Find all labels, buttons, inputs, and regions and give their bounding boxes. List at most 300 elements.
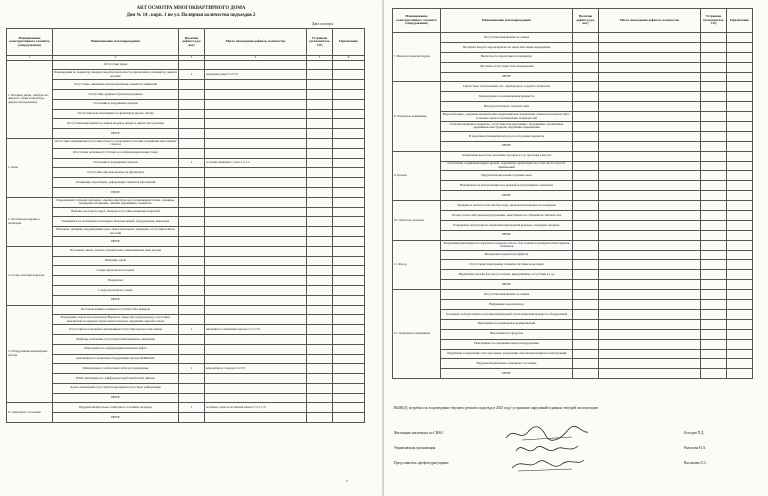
defect-name: Отсутствие заплаванных/отсутствие второго остекления/отслоение трещинами или сплавом стеклом	[53, 138, 179, 148]
defect-fixed	[307, 383, 333, 393]
defect-location	[599, 220, 701, 230]
defect-name: Неисправность оборудования/элементов лифта	[53, 344, 179, 354]
defect-location	[599, 72, 701, 82]
act-conclusion: ВЫВОД: потребность в проведении текущего ремонта подъезда в 2025 году/ устранение нарушений в рамках текущей эксплуатации	[394, 406, 598, 410]
element-group-label: 8. Чердачное помещение	[393, 82, 441, 151]
defect-name: Неудовлетворительное санитарное состояние	[441, 359, 573, 369]
defect-exists	[179, 295, 205, 305]
defect-name: ИНОЕ	[53, 187, 179, 197]
defect-exists	[179, 129, 205, 139]
defect-location	[599, 280, 701, 290]
defect-fixed	[701, 122, 727, 132]
col-location-header: Место нахождения дефекта, количество	[205, 29, 307, 56]
defect-row	[393, 151, 753, 161]
defect-location	[599, 82, 701, 92]
defect-note	[727, 230, 753, 240]
defect-name: Разнящаяся на лестничных площадках бытовых вещей, оборудования, инвентаря	[53, 217, 179, 227]
defect-row	[7, 413, 365, 423]
defect-row	[7, 364, 365, 374]
defect-exists	[573, 42, 599, 52]
defect-exists	[573, 92, 599, 102]
defect-location	[599, 62, 701, 72]
defect-location	[599, 369, 701, 379]
defect-row	[393, 62, 753, 72]
defect-note	[333, 99, 365, 109]
defect-row	[393, 230, 753, 240]
defect-note	[727, 329, 753, 339]
defect-note	[727, 369, 753, 379]
defect-note	[727, 191, 753, 201]
defect-row	[393, 171, 753, 181]
element-group-label: 10. Отмостка, крыльца	[393, 201, 441, 241]
defect-location	[205, 393, 307, 403]
defect-note	[333, 305, 365, 315]
defect-fixed	[701, 290, 727, 300]
defect-note	[333, 187, 365, 197]
defect-location	[205, 129, 307, 139]
element-group-label: 9. Кровля	[393, 151, 441, 200]
defect-row	[7, 266, 365, 276]
defect-exists	[179, 148, 205, 158]
defect-note	[727, 290, 753, 300]
defect-location	[599, 102, 701, 112]
element-group-label: 12. Подвальное помещение	[393, 290, 441, 379]
defect-location	[599, 260, 701, 270]
defect-exists	[573, 250, 599, 260]
defect-location	[599, 181, 701, 191]
defect-location	[205, 80, 307, 90]
defect-name: Отсутствие, заменение ключи коробками элементов запирания	[53, 80, 179, 90]
defect-note	[727, 131, 753, 141]
defect-name: Осадка стен и плит крыльца/разрушение, неисправность ступеней/лестничных пар	[441, 211, 573, 221]
defect-fixed	[701, 211, 727, 221]
defect-note	[333, 403, 365, 413]
defect-note	[333, 325, 365, 335]
defect-exists	[573, 329, 599, 339]
defect-fixed	[701, 33, 727, 43]
defect-exists	[179, 227, 205, 237]
defect-location	[205, 207, 307, 217]
defect-row	[393, 220, 753, 230]
col-fixed-header: Устранено (исполнитель УО)	[307, 29, 333, 56]
defect-location	[205, 266, 307, 276]
defect-exists	[573, 181, 599, 191]
defect-name: Повреждения по периметру дверных коробок/неплотность прилегания по периметру двери к коробке	[54, 70, 177, 78]
defect-note	[727, 161, 753, 171]
defect-exists	[179, 89, 205, 99]
defect-row	[393, 191, 753, 201]
defect-location	[205, 334, 307, 344]
defect-fixed	[307, 236, 333, 246]
defect-note	[727, 72, 753, 82]
defect-fixed	[307, 227, 333, 237]
defect-row	[7, 178, 365, 188]
defect-name: В чердачном помещении мусор и посторонние предметы	[441, 131, 573, 141]
defect-location	[599, 300, 701, 310]
col-number: 6	[333, 56, 365, 61]
defect-note	[333, 148, 365, 158]
defect-name: Следы протечек на потолках	[53, 266, 179, 276]
defect-fixed	[701, 280, 727, 290]
defect-exists	[179, 138, 205, 148]
defect-fixed	[307, 393, 333, 403]
defect-row	[393, 329, 753, 339]
defect-exists	[179, 383, 205, 393]
defect-note	[727, 280, 753, 290]
defect-name: Следы протечек на стенах	[53, 285, 179, 295]
signer-name: Васильева О.С.	[684, 461, 708, 465]
defect-exists	[573, 270, 599, 280]
defect-fixed	[307, 276, 333, 286]
defect-row	[393, 112, 753, 122]
defect-location	[205, 148, 307, 158]
defect-fixed	[701, 230, 727, 240]
defect-name: Неисправность освещения/электрооборудования	[441, 339, 573, 349]
inspection-table-2	[392, 8, 753, 379]
defect-fixed	[307, 129, 333, 139]
defect-note	[333, 138, 365, 148]
defect-location	[599, 290, 701, 300]
defect-row	[7, 148, 365, 158]
defect-name: Выбоин, нестороты заруб, базанок/отсутствие покрытия покрытий	[53, 207, 179, 217]
defect-location	[205, 227, 307, 237]
defect-location	[205, 89, 307, 99]
defect-location	[599, 309, 701, 319]
defect-location	[205, 178, 307, 188]
defect-fixed	[307, 325, 333, 335]
defect-exists	[179, 207, 205, 217]
defect-location: неисправность светильника подъезда: в 2 эт 3 Эт	[205, 325, 307, 335]
defect-row	[7, 119, 365, 129]
defect-exists: 1	[179, 403, 205, 413]
defect-name: Теплоизоляционное покрытие, отсутствие или нарушения / подгнившие стропильные деревянные конструкции, нарушение примыкания	[441, 122, 573, 132]
col-number: 5	[307, 56, 333, 61]
defect-note	[333, 383, 365, 393]
defect-exists	[179, 60, 205, 70]
defect-location	[599, 131, 701, 141]
defect-note	[727, 82, 753, 92]
defect-row	[393, 33, 753, 43]
defect-name: ИНОЕ	[441, 230, 573, 240]
defect-name: Доска объявлений отсутствует/повреждена/отсутствует информация	[53, 383, 179, 393]
defect-location	[599, 112, 701, 122]
defect-fixed	[701, 112, 727, 122]
defect-fixed	[307, 158, 333, 168]
defect-name: Разрушение штукатурного покрытия/повреждения крыльца, площадки, входных	[441, 220, 573, 230]
defect-location	[599, 211, 701, 221]
defect-row	[7, 217, 365, 227]
defect-row	[7, 383, 365, 393]
defect-name: Ослабление соединения/дефект кровли / нарушение герметичности, в том числе в местах примыканий	[441, 161, 573, 171]
defect-note	[333, 89, 365, 99]
defect-fixed	[307, 256, 333, 266]
act-address: Дом № 14 , корп. 1 по ул. Полярная количество подъездов 2	[126, 13, 256, 18]
defect-note	[727, 260, 753, 270]
defect-name: Отсутствуете возражены светильников/отсутствие корпуса или лампы	[53, 325, 179, 335]
inspection-date-label: Дата осмотра:	[312, 22, 334, 26]
defect-name: Засоленность/подтопление сети канализационной /затопление/неисправность оборудования	[441, 309, 573, 319]
defect-row	[393, 309, 753, 319]
defect-note	[727, 92, 753, 102]
defect-note	[727, 33, 753, 43]
defect-fixed	[701, 339, 727, 349]
defect-exists	[179, 187, 205, 197]
defect-exists	[573, 82, 599, 92]
defect-fixed	[701, 102, 727, 112]
act-page-2	[384, 0, 768, 496]
defect-fixed	[701, 52, 727, 62]
defect-name: Приборы отопления отсутствуют/неисправны/не окрашены	[53, 334, 179, 344]
defect-name: Отсутствие или неисправность фурнитуры	[53, 168, 179, 178]
defect-fixed	[307, 334, 333, 344]
defect-name: Отсутствуют/неисправны элементы системы водоотвода	[441, 260, 573, 270]
defect-name: Нарушение окраски входа	[441, 300, 573, 310]
defect-exists	[573, 260, 599, 270]
col-exists-header: Наличие дефекта (да/нет)	[179, 29, 205, 56]
defect-fixed	[307, 138, 333, 148]
defect-row	[393, 141, 753, 151]
defect-note	[333, 158, 365, 168]
defect-row	[7, 305, 365, 315]
defect-exists	[179, 246, 205, 256]
defect-fixed	[307, 374, 333, 384]
element-group-label: 11. Фасад	[393, 240, 441, 289]
defect-location	[599, 92, 701, 102]
defect-note	[727, 349, 753, 359]
col-element-header: Наименование конструктивного элемента (оборудования)	[7, 29, 53, 56]
defect-name: Неогрудогательная слуховых окон	[441, 102, 573, 112]
defect-fixed	[307, 295, 333, 305]
defect-location	[599, 359, 701, 369]
defect-row	[7, 344, 365, 354]
element-group-label: 6. Санитарное состояние	[7, 403, 53, 423]
defect-note	[333, 168, 365, 178]
col-number: 3	[179, 56, 205, 61]
element-group-label: 2. Окна	[7, 138, 53, 197]
defect-row	[7, 109, 365, 119]
defect-note	[727, 339, 753, 349]
defect-location	[205, 246, 307, 256]
defect-row	[393, 211, 753, 221]
defect-exists	[179, 334, 205, 344]
signature-prefecture	[508, 454, 588, 474]
signer-name: Рычагова Н.А.	[684, 446, 707, 450]
defect-row	[7, 80, 365, 90]
defect-note	[727, 211, 753, 221]
signer-role: Представитель префектуры/управы	[394, 461, 449, 465]
defect-location	[599, 250, 701, 260]
defect-exists	[573, 339, 599, 349]
defect-note	[727, 220, 753, 230]
defect-note	[333, 295, 365, 305]
defect-row	[7, 168, 365, 178]
defect-location	[599, 42, 701, 52]
defect-exists	[179, 80, 205, 90]
defect-note	[727, 42, 753, 52]
defect-location	[599, 329, 701, 339]
defect-row	[393, 181, 753, 191]
defect-location	[599, 240, 701, 250]
defect-row	[393, 131, 753, 141]
act-title: АКТ ОСМОТРА МНОГОКВАРТИРНОГО ДОМА	[136, 6, 246, 11]
col-number: 4	[205, 56, 307, 61]
defect-name: Вандализм	[53, 276, 179, 286]
defect-location	[205, 217, 307, 227]
defect-location	[205, 119, 307, 129]
defect-location	[599, 201, 701, 211]
defect-row	[7, 129, 365, 139]
defect-name: Отсутствие/неисправность замков	[441, 33, 573, 43]
defect-fixed	[701, 329, 727, 339]
defect-name: Отсутствие/неисправность замков входных дверях и дверях мусорокамер	[53, 119, 179, 129]
defect-note	[333, 266, 365, 276]
defect-row	[393, 201, 753, 211]
defect-fixed	[701, 161, 727, 171]
defect-row	[7, 334, 365, 344]
defect-note	[333, 129, 365, 139]
defect-location	[205, 99, 307, 109]
defect-note	[333, 246, 365, 256]
defect-row	[7, 89, 365, 99]
defect-name: Повреждения ступеней: выбоины, отколки арматуры под поломанными бетона, трещины, выпадение облицовки, гниение деревянных элементов.	[53, 197, 179, 207]
defect-location	[205, 138, 307, 148]
defect-fixed	[701, 171, 727, 181]
defect-location	[205, 236, 307, 246]
defect-fixed	[307, 285, 333, 295]
defect-name: Отсутствие/неисправность замков	[441, 290, 573, 300]
defect-exists	[573, 102, 599, 112]
defect-note	[333, 344, 365, 354]
defect-name: Неисправность выступающих над кровлей конструктивных элементов	[441, 181, 573, 191]
defect-row	[393, 369, 753, 379]
defect-exists	[573, 211, 599, 221]
defect-fixed	[701, 82, 727, 92]
defect-name: ИНОЕ	[53, 295, 179, 305]
defect-note	[333, 80, 365, 90]
defect-row	[393, 260, 753, 270]
col-number: 2	[53, 56, 179, 61]
defect-row	[393, 250, 753, 260]
defect-fixed	[701, 349, 727, 359]
defect-exists	[179, 178, 205, 188]
defect-row	[393, 270, 753, 280]
defect-fixed	[701, 240, 727, 250]
defect-row	[7, 60, 365, 70]
defect-fixed	[307, 99, 333, 109]
defect-name: ИНОЕ	[441, 141, 573, 151]
defect-row	[393, 280, 753, 290]
defect-location	[599, 171, 701, 181]
defect-fixed	[701, 369, 727, 379]
defect-note	[333, 207, 365, 217]
defect-exists	[573, 230, 599, 240]
defect-exists	[573, 309, 599, 319]
defect-fixed	[307, 70, 333, 80]
defect-fixed	[307, 354, 333, 364]
defect-note	[333, 413, 365, 423]
defect-name: Вандальные надписи (граффити)	[441, 250, 573, 260]
defect-location	[599, 151, 701, 161]
defect-note	[727, 52, 753, 62]
defect-row	[393, 349, 753, 359]
defect-note	[727, 171, 753, 181]
defect-exists	[573, 161, 599, 171]
defect-row	[393, 240, 753, 250]
defect-exists	[573, 240, 599, 250]
defect-exists	[573, 300, 599, 310]
defect-exists	[179, 168, 205, 178]
defect-fixed	[701, 62, 727, 72]
defect-row	[7, 374, 365, 384]
defect-exists	[179, 285, 205, 295]
defect-name: ИНОЕ	[53, 393, 179, 403]
defect-location	[205, 109, 307, 119]
defect-note	[727, 151, 753, 161]
defect-location	[205, 295, 307, 305]
defect-row	[7, 70, 365, 80]
defect-fixed	[307, 344, 333, 354]
defect-row	[7, 158, 365, 168]
defect-note	[727, 122, 753, 132]
defect-row	[393, 42, 753, 52]
defect-name: Выбоины, трещины, вздорвешения окон, люков напольного покрытия, отсутствие плиток местами	[53, 227, 179, 237]
defect-location: загрязнено, нужна на лестничной клетке и 2 эт 3, 5 Эт	[205, 403, 307, 413]
defect-row	[393, 92, 753, 102]
defect-note	[333, 364, 365, 374]
defect-fixed	[701, 141, 727, 151]
defect-name: Отслоение и разрушение окраски	[53, 158, 179, 168]
defect-note	[333, 70, 365, 80]
defect-location: вебщ щитки на 1 подъезд в 2 и 8 Эт	[205, 364, 307, 374]
defect-fixed	[701, 300, 727, 310]
defect-row	[393, 102, 753, 112]
defect-fixed	[307, 178, 333, 188]
defect-exists	[179, 119, 205, 129]
defect-note	[727, 181, 753, 191]
defect-note	[727, 112, 753, 122]
defect-name: Повреждения, поломанная/неисправность	[441, 92, 573, 102]
defect-note	[333, 334, 365, 344]
defect-exists: 1	[179, 325, 205, 335]
defect-row	[7, 197, 365, 207]
defect-name: Отсутствие оплачнье/отсутствие и ослабление крепления стекол	[53, 148, 179, 158]
defect-note	[727, 141, 753, 151]
defect-fixed	[701, 181, 727, 191]
defect-name: Разрушение/неисправность наружного поверхностного слоя основного материала/конструкции элементов	[441, 240, 573, 250]
col-note-header: Примечание	[727, 9, 753, 33]
defect-fixed	[307, 119, 333, 129]
defect-fixed	[701, 72, 727, 82]
defect-exists	[573, 72, 599, 82]
defect-fixed	[307, 60, 333, 70]
defect-note	[727, 62, 753, 72]
defect-name: Неудовлетворительная слуховых окон	[441, 171, 573, 181]
defect-location	[599, 33, 701, 43]
col-name-header: Наименование или повреждения	[441, 9, 573, 33]
defect-fixed	[701, 359, 727, 369]
defect-exists	[179, 354, 205, 364]
defect-row	[7, 354, 365, 364]
defect-exists	[573, 141, 599, 151]
defect-name: Разрушение отдела мусоропровода/Нарезное отверстие (трубопровод), отсутствие/неисправность крышек загрузочных клапанов, нарушение окраски ствола	[53, 315, 179, 325]
defect-exists	[573, 369, 599, 379]
col-fixed-header: Устранено (исполнитель УО)	[701, 9, 727, 33]
defect-exists	[573, 52, 599, 62]
defect-exists	[179, 217, 205, 227]
defect-note	[727, 201, 753, 211]
defect-row	[7, 315, 365, 325]
defect-fixed	[307, 413, 333, 423]
